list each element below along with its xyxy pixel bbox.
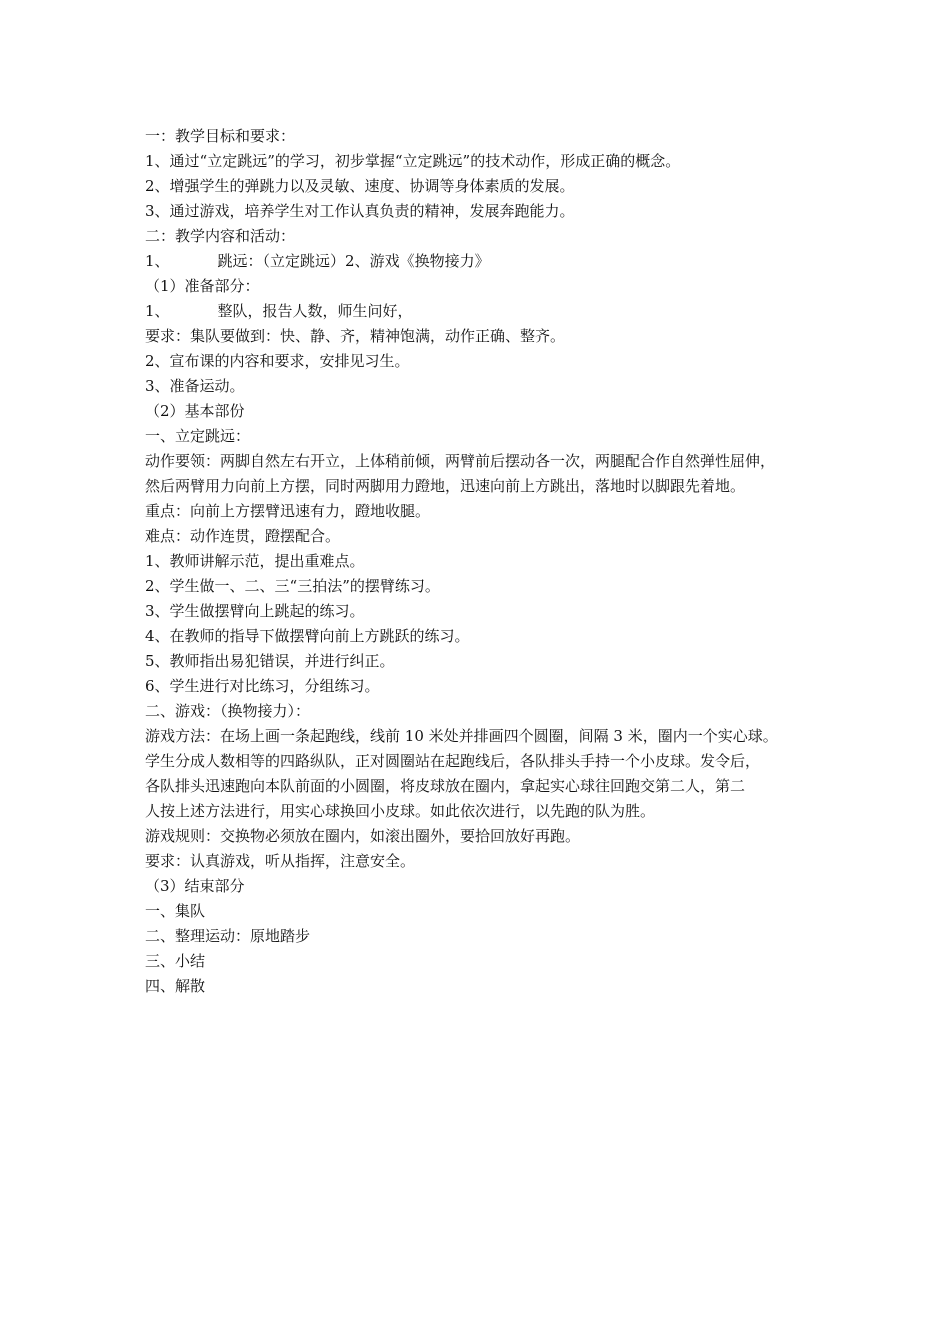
paragraph-line: 游戏方法：在场上画一条起跑线，线前 10 米处并排画四个圆圈，间隔 3 米，圈内一个实心球。 [145,727,778,745]
list-number: 1、 [145,302,170,320]
paragraph-line: 1、教师讲解示范，提出重难点。 [145,552,365,570]
paragraph-line: 学生分成人数相等的四路纵队，正对圆圈站在起跑线后，各队排头手持一个小皮球。发令后， [145,752,761,770]
paragraph-line: 2、增强学生的弹跳力以及灵敏、速度、协调等身体素质的发展。 [145,177,575,195]
section-heading: 一：教学目标和要求： [145,127,296,145]
paragraph-line: 人按上述方法进行，用实心球换回小皮球。如此依次进行，以先跑的队为胜。 [145,802,656,820]
paragraph-line: 3、准备运动。 [145,377,245,395]
list-text: 整队，报告人数，师生问好， [217,302,413,320]
paragraph-line: 2、宣布课的内容和要求，安排见习生。 [145,352,410,370]
paragraph-line: 5、教师指出易犯错误，并进行纠正。 [145,652,395,670]
paragraph-line: 6、学生进行对比练习，分组练习。 [145,677,380,695]
paragraph-line: 各队排头迅速跑向本队前面的小圆圈，将皮球放在圈内，拿起实心球往回跑交第二人，第二 [145,777,746,795]
paragraph-line: 3、通过游戏，培养学生对工作认真负责的精神，发展奔跑能力。 [145,202,575,220]
paragraph-line: 三、小结 [145,952,206,970]
paragraph-line: 1、通过“立定跳远”的学习，初步掌握“立定跳远”的技术动作，形成正确的概念。 [145,152,681,170]
subsection-heading: （2）基本部份 [145,402,245,420]
paragraph-line: 要求：集队要做到：快、静、齐，精神饱满，动作正确、整齐。 [145,327,566,345]
paragraph-line: 3、学生做摆臂向上跳起的练习。 [145,602,365,620]
paragraph-line: 动作要领：两脚自然左右开立，上体稍前倾，两臂前后摆动各一次，两腿配合作自然弹性屈伸， [145,452,776,470]
paragraph-line: 4、在教师的指导下做摆臂向前上方跳跃的练习。 [145,627,470,645]
paragraph-line: 二、游戏：（换物接力）： [145,702,311,720]
list-text: 跳远：（立定跳远）2、游戏《换物接力》 [217,252,490,270]
paragraph-line: 重点：向前上方摆臂迅速有力，蹬地收腿。 [145,502,431,520]
section-heading: 二：教学内容和活动： [145,227,296,245]
paragraph-line: 一、立定跳远： [145,427,251,445]
paragraph-line: 四、解散 [145,977,206,995]
subsection-heading: （3）结束部分 [145,877,245,895]
paragraph-line [145,249,825,274]
paragraph-line: 二、整理运动：原地踏步 [145,927,311,945]
list-number: 1、 [145,252,170,270]
paragraph-line: 2、学生做一、二、三“三拍法”的摆臂练习。 [145,577,440,595]
subsection-heading: （1）准备部分： [145,277,260,295]
paragraph-line: 一、集队 [145,902,206,920]
paragraph-line: 游戏规则：交换物必须放在圈内，如滚出圈外，要拾回放好再跑。 [145,827,581,845]
document-body [145,124,825,999]
paragraph-line: 要求：认真游戏，听从指挥，注意安全。 [145,852,416,870]
paragraph-line: 然后两臂用力向前上方摆，同时两脚用力蹬地，迅速向前上方跳出，落地时以脚跟先着地。 [145,477,746,495]
paragraph-line [145,299,825,324]
paragraph-line: 难点：动作连贯，蹬摆配合。 [145,527,341,545]
